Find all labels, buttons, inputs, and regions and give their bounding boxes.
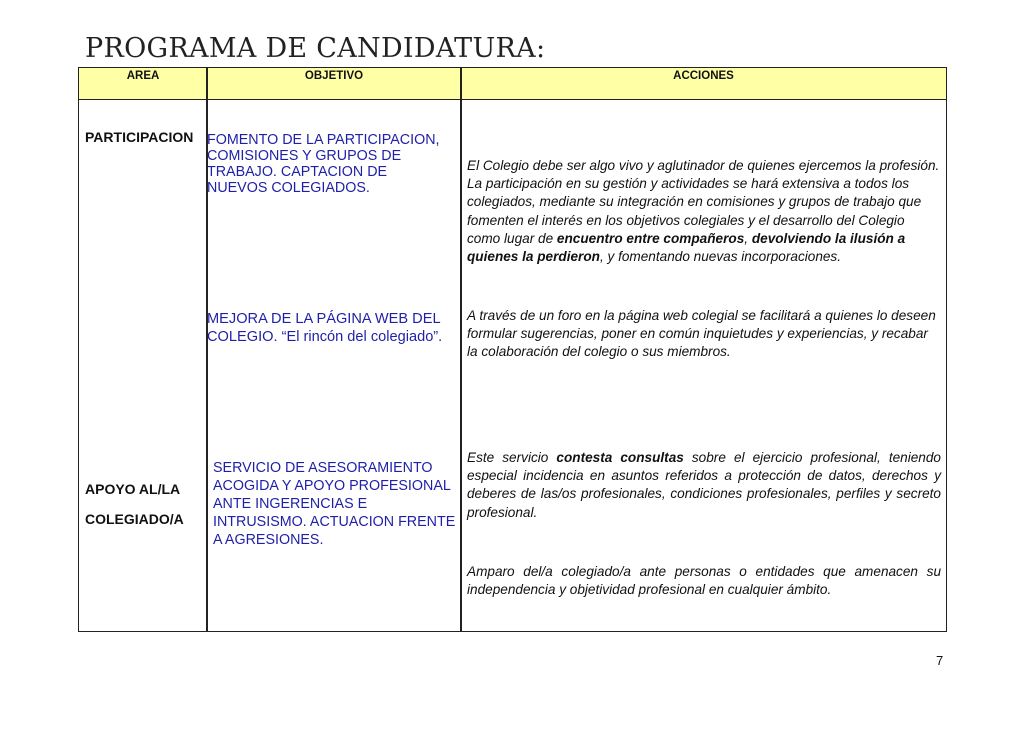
text-segment: , [744, 230, 752, 246]
bold-segment: contesta consultas [556, 450, 684, 465]
header-objetivo: OBJETIVO [304, 70, 364, 82]
accion-text [467, 157, 941, 266]
area-apoyo-line1: APOYO AL/LA [85, 481, 181, 497]
objetivo-text: SERVICIO DE ASESORAMIENTO ACOGIDA Y APOYO PROFESIONAL ANTE INGERENCIAS E INTRUSISMO. ACTUACION FRENTE A AGRESIONES. [213, 460, 456, 548]
accion-text: Amparo del/a colegiado/a ante personas o entidades que amenacen su independencia y objetividad profesional en cualquier ámbito. [467, 564, 941, 598]
text-segment: , y fomentando nuevas incorporaciones. [599, 249, 842, 265]
objetivo-text: MEJORA DE LA PÁGINA WEB DEL COLEGIO. “El rincón del colegiado”. [207, 311, 443, 345]
area-apoyo-line2: COLEGIADO/A [85, 511, 184, 527]
table-header [79, 68, 946, 100]
header-acciones: ACCIONES [673, 70, 734, 82]
bold-segment: devolviendo la ilusión a quienes la perdieron [467, 230, 906, 265]
page-title: PROGRAMA DE CANDIDATURA: [85, 33, 546, 64]
text-segment: sobre el ejercicio profesional, teniendo especial incidencia en asuntos referidos a protección de datos, derechos y deberes de las/os profesionales, condiciones profesionales, perfiles y secreto profesional. [467, 450, 941, 520]
accion-text [467, 449, 941, 522]
bold-segment: encuentro entre compañeros [556, 230, 745, 246]
column-divider [460, 68, 462, 631]
accion-text: A través de un foro en la página web colegial se facilitará a quienes lo deseen formular sugerencias, poner en común inquietudes y experiencias, y recabar la colaboración del colegio o sus miembros. [467, 308, 936, 360]
objetivo-text: FOMENTO DE LA PARTICIPACION, COMISIONES Y GRUPOS DE TRABAJO. CAPTACION DE NUEVOS COLEGIADOS. [207, 132, 440, 196]
area-participacion: PARTICIPACION [85, 129, 194, 145]
text-segment: Este servicio [467, 450, 557, 465]
page-number: 7 [936, 653, 944, 668]
text-segment: El Colegio debe ser algo vivo y aglutinador de quienes ejercemos la profesión. La participación en su gestión y actividades se hará extensiva a todos los colegiados, mediante su integración en comisiones y grupos de trabajo que fomenten el interés en los objetivos colegiales y el desarrollo del Colegio como lugar de [467, 158, 940, 246]
header-area: AREA [126, 70, 160, 82]
